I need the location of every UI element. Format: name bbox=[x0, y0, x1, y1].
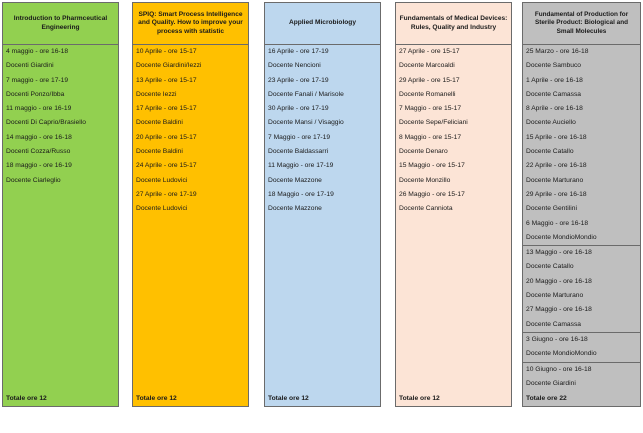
schedule-group bbox=[523, 246, 640, 333]
schedule-date: 22 Aprile - ore 16-18 bbox=[526, 162, 587, 170]
schedule-list bbox=[133, 45, 248, 217]
schedule-date: 3 Giugno - ore 16-18 bbox=[526, 335, 588, 343]
course-column-sterile-production bbox=[522, 2, 641, 407]
schedule-date: 24 Aprile - ore 15-17 bbox=[136, 162, 197, 170]
schedule-teacher: Docente Romanelli bbox=[399, 90, 456, 98]
schedule-teacher: Docente Camassa bbox=[526, 320, 582, 328]
schedule-date: 17 Aprile - ore 15-17 bbox=[136, 105, 197, 113]
schedule-teacher: Docente Iezzi bbox=[136, 90, 177, 98]
schedule-teacher: Docente Sambuco bbox=[526, 62, 582, 70]
schedule-date: 16 Aprile - ore 17-19 bbox=[268, 48, 329, 55]
schedule-teacher: Docente Camassa bbox=[526, 90, 582, 98]
course-column-medical-devices bbox=[395, 2, 512, 407]
schedule-date: 23 Aprile - ore 17-19 bbox=[268, 76, 329, 84]
schedule-teacher: Docente Baldini bbox=[136, 119, 183, 127]
course-title: Fundamental of Production for Sterile Product: Biological and Small Molecules bbox=[523, 3, 640, 45]
schedule-list bbox=[396, 45, 511, 217]
schedule-list bbox=[3, 45, 118, 188]
schedule-date: 1 Aprile - ore 16-18 bbox=[526, 76, 583, 84]
total-hours: Totale ore 12 bbox=[399, 395, 440, 402]
schedule-date: 15 Maggio - ore 15-17 bbox=[399, 162, 465, 170]
schedule-teacher: Docente Marturano bbox=[526, 176, 584, 184]
schedule-teacher: Docente Canniota bbox=[399, 205, 453, 213]
schedule-date: 18 Maggio - ore 17-19 bbox=[268, 190, 334, 198]
course-title: SPIQ: Smart Process Intelligence and Quality. How to improve your process with statistic bbox=[133, 3, 248, 45]
schedule-teacher: Docente MondioMondio bbox=[526, 233, 597, 241]
schedule-teacher: Docente Fanali / Marisole bbox=[268, 90, 344, 98]
schedule-list bbox=[265, 45, 380, 217]
schedule-teacher: Docente Mansi / Visaggio bbox=[268, 119, 344, 127]
schedule-date: 10 Giugno - ore 16-18 bbox=[526, 365, 592, 373]
schedule-date: 8 Maggio - ore 15-17 bbox=[399, 133, 462, 141]
schedule-group bbox=[523, 45, 640, 246]
schedule-teacher: Docente Mazzone bbox=[268, 176, 322, 184]
total-hours: Totale ore 12 bbox=[268, 395, 309, 402]
schedule-teacher: Docenti Cozza/Russo bbox=[6, 148, 71, 156]
schedule-group bbox=[523, 363, 640, 392]
schedule-date: 27 Maggio - ore 16-18 bbox=[526, 306, 592, 314]
schedule-date: 27 Aprile - ore 15-17 bbox=[399, 48, 460, 55]
course-title: Applied Microbiology bbox=[265, 3, 380, 45]
schedule-teacher: Docente Mazzone bbox=[268, 205, 322, 213]
total-hours: Totale ore 22 bbox=[526, 395, 567, 402]
course-column-applied-microbiology bbox=[264, 2, 381, 407]
schedule-teacher: Docente Catallo bbox=[526, 263, 574, 271]
schedule-group bbox=[523, 333, 640, 363]
schedule-teacher: Docente Nencioni bbox=[268, 62, 321, 70]
schedule-date: 13 Aprile - ore 15-17 bbox=[136, 76, 197, 84]
schedule-teacher: Docente Ludovici bbox=[136, 205, 188, 213]
schedule-date: 25 Marzo - ore 16-18 bbox=[526, 48, 589, 55]
schedule-date: 29 Aprile - ore 15-17 bbox=[399, 76, 460, 84]
total-hours: Totale ore 12 bbox=[136, 395, 177, 402]
schedule-date: 13 Maggio - ore 16-18 bbox=[526, 249, 592, 257]
schedule-teacher: Docente Marturano bbox=[526, 292, 584, 300]
schedule-teacher: Docente MondioMondio bbox=[526, 350, 597, 358]
schedule-date: 18 maggio - ore 16-19 bbox=[6, 162, 72, 170]
schedule-teacher: Docente Ludovici bbox=[136, 176, 188, 184]
schedule-teacher: Docente Monzillo bbox=[399, 176, 451, 184]
schedule-date: 7 Maggio - ore 15-17 bbox=[399, 105, 462, 113]
schedule-date: 8 Aprile - ore 16-18 bbox=[526, 105, 583, 113]
course-column-spiq bbox=[132, 2, 249, 407]
schedule-teacher: Docente Ciarleglio bbox=[6, 176, 61, 184]
schedule-teacher: Docente Giardini/Iezzi bbox=[136, 62, 202, 70]
schedule-teacher: Docente Gentilini bbox=[526, 205, 577, 213]
schedule-date: 7 Maggio - ore 17-19 bbox=[268, 133, 331, 141]
schedule-date: 6 Maggio - ore 16-18 bbox=[526, 219, 589, 227]
schedule-date: 26 Maggio - ore 15-17 bbox=[399, 190, 465, 198]
schedule-teacher: Docente Catallo bbox=[526, 148, 574, 156]
schedule-teacher: Docente Giardini bbox=[526, 379, 576, 387]
schedule-teacher: Docente Sepe/Feliciani bbox=[399, 119, 468, 127]
schedule-date: 4 maggio - ore 16-18 bbox=[6, 48, 69, 55]
schedule-date: 30 Aprile - ore 17-19 bbox=[268, 105, 329, 113]
schedule-teacher: Docente Auciello bbox=[526, 119, 576, 127]
schedule-date: 10 Aprile - ore 15-17 bbox=[136, 48, 197, 55]
course-column-pharmaceutical-engineering bbox=[2, 2, 119, 407]
schedule-date: 11 Maggio - ore 17-19 bbox=[268, 162, 334, 170]
schedule-teacher: Docenti Di Caprio/Brasiello bbox=[6, 119, 86, 127]
course-title: Introduction to Pharmceutical Engineering bbox=[3, 3, 118, 45]
schedule-teacher: Docente Denaro bbox=[399, 148, 448, 156]
schedule-date: 15 Aprile - ore 16-18 bbox=[526, 133, 587, 141]
schedule-teacher: Docente Marcoaldi bbox=[399, 62, 455, 70]
schedule-date: 20 Aprile - ore 15-17 bbox=[136, 133, 197, 141]
schedule-date: 14 maggio - ore 16-18 bbox=[6, 133, 72, 141]
schedule-date: 7 maggio - ore 17-19 bbox=[6, 76, 69, 84]
schedule-date: 27 Aprile - ore 17-19 bbox=[136, 190, 197, 198]
schedule-teacher: Docente Baldassarri bbox=[268, 148, 329, 156]
schedule-teacher: Docente Baldini bbox=[136, 148, 183, 156]
schedule-teacher: Docenti Ponzo/Ibba bbox=[6, 90, 65, 98]
schedule-teacher: Docenti Giardini bbox=[6, 62, 54, 70]
schedule-date: 11 maggio - ore 16-19 bbox=[6, 105, 72, 113]
schedule-date: 20 Maggio - ore 16-18 bbox=[526, 277, 592, 285]
course-title: Fundamentals of Medical Devices: Rules, Quality and Industry bbox=[396, 3, 511, 45]
total-hours: Totale ore 12 bbox=[6, 395, 47, 402]
schedule-date: 29 Aprile - ore 16-18 bbox=[526, 190, 587, 198]
